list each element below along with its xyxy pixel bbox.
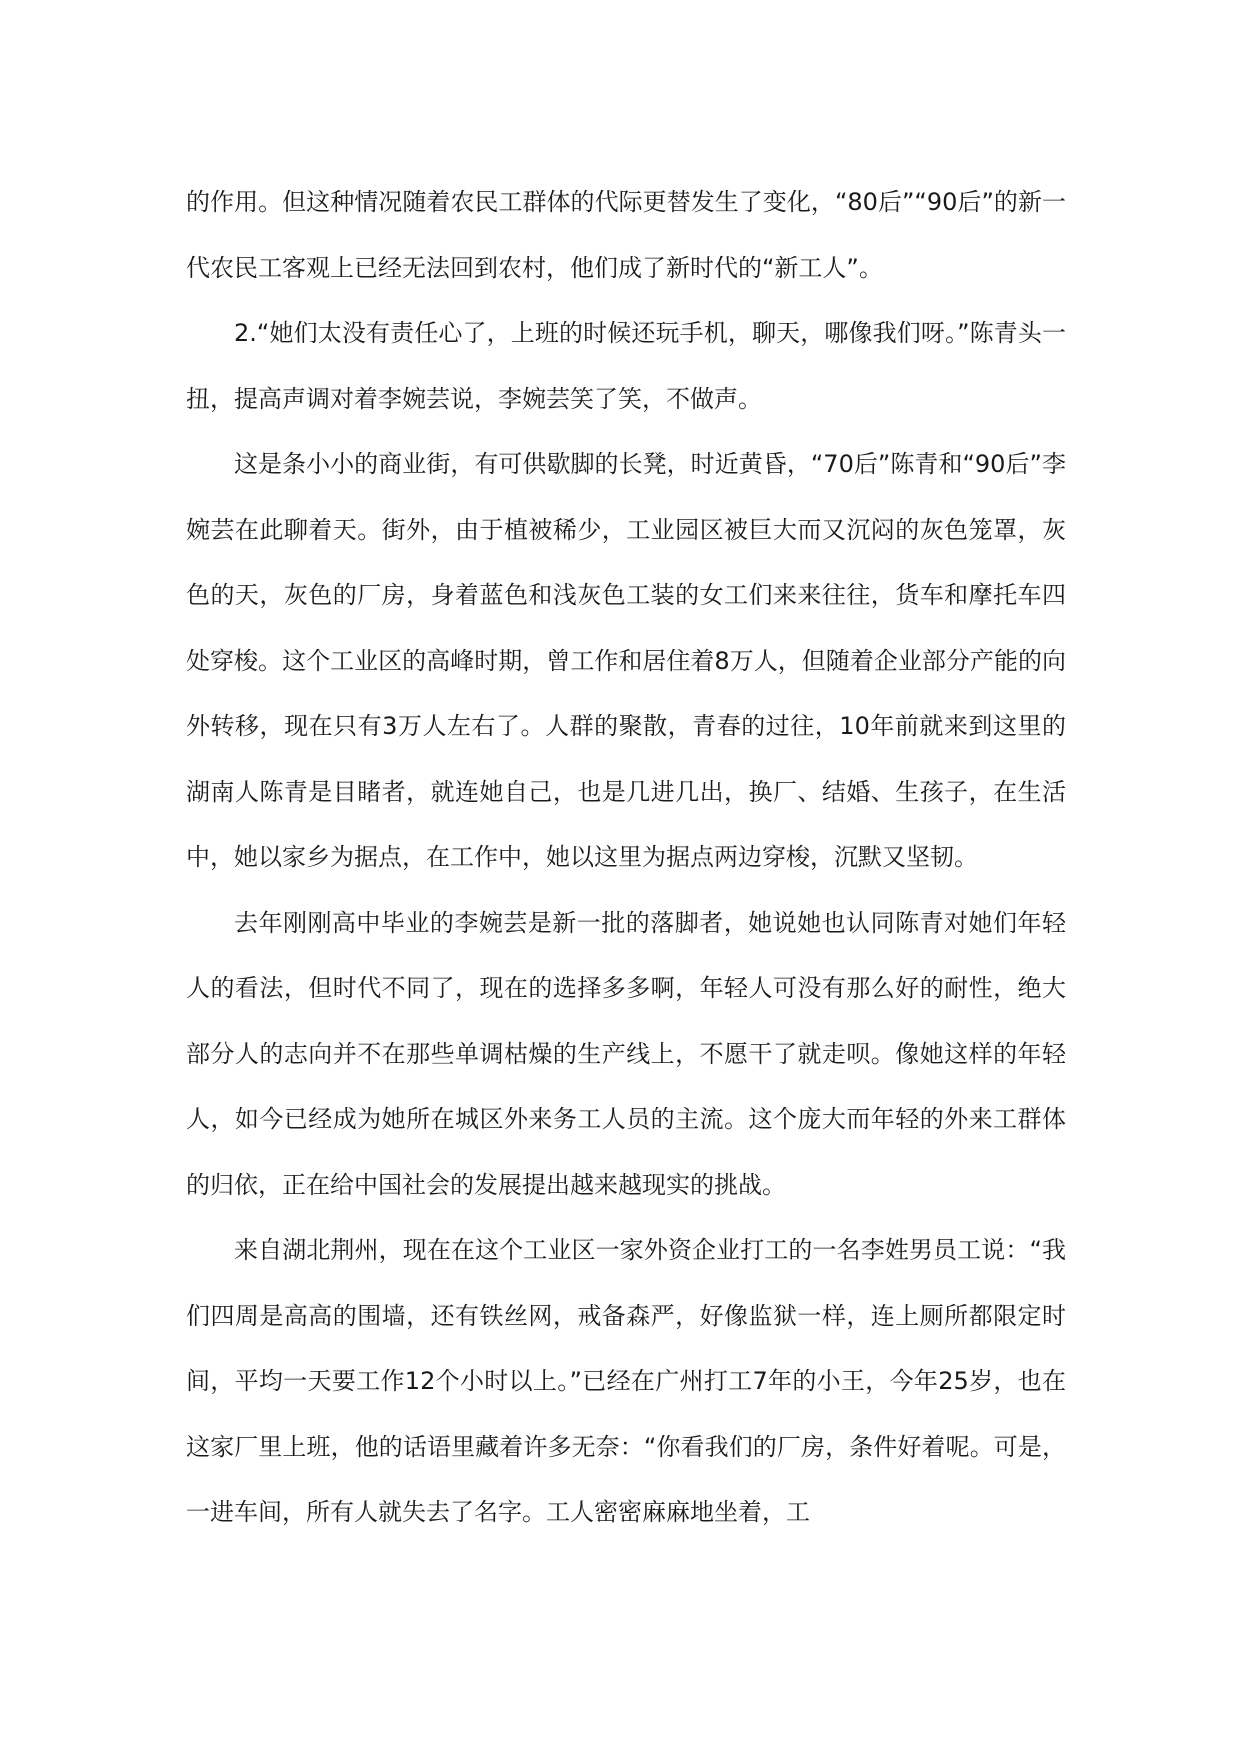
paragraph: 来自湖北荆州，现在在这个工业区一家外资企业打工的一名李姓男员工说：“我们四周是高高的围墙，还有铁丝网，戒备森严，好像监狱一样，连上厕所都限定时间，平均一天要工作12个小时以上。”已经在广州打工7年的小王，今年25岁，也在这家厂里上班，他的话语里藏着许多无奈：“你看我们的厂房，条件好着呢。可是，一进车间，所有人就失去了名字。工人密密麻麻地坐着，工 — [186, 1236, 1066, 1526]
paragraph: 去年刚刚高中毕业的李婉芸是新一批的落脚者，她说她也认同陈青对她们年轻人的看法，但时代不同了，现在的选择多多啊，年轻人可没有那么好的耐性，绝大部分人的志向并不在那些单调枯燥的生产线上，不愿干了就走呗。像她这样的年轻人，如今已经成为她所在城区外来务工人员的主流。这个庞大而年轻的外来工群体的归依，正在给中国社会的发展提出越来越现实的挑战。 — [186, 908, 1066, 1199]
paragraph: 的作用。但这种情况随着农民工群体的代际更替发生了变化，“80后”“90后”的新一代农民工客观上已经无法回到农村，他们成了新时代的“新工人”。 — [186, 188, 1066, 282]
paragraph: 2.“她们太没有责任心了，上班的时候还玩手机，聊天，哪像我们呀。”陈青头一扭，提高声调对着李婉芸说，李婉芸笑了笑，不做声。 — [186, 319, 1066, 413]
paragraph: 这是条小小的商业街，有可供歇脚的长凳，时近黄昏，“70后”陈青和“90后”李婉芸在此聊着天。街外，由于植被稀少，工业园区被巨大而又沉闷的灰色笼罩，灰色的天，灰色的厂房，身着蓝色和浅灰色工装的女工们来来往往，货车和摩托车四处穿梭。这个工业区的高峰时期，曾工作和居住着8万人，但随着企业部分产能的向外转移，现在只有3万人左右了。人群的聚散，青春的过往，10年前就来到这里的湖南人陈青是目睹者，就连她自己，也是几进几出，换厂、结婚、生孩子，在生活中，她以家乡为据点，在工作中，她以这里为据点两边穿梭，沉默又坚韧。 — [186, 450, 1066, 871]
body-text — [186, 170, 1066, 1546]
